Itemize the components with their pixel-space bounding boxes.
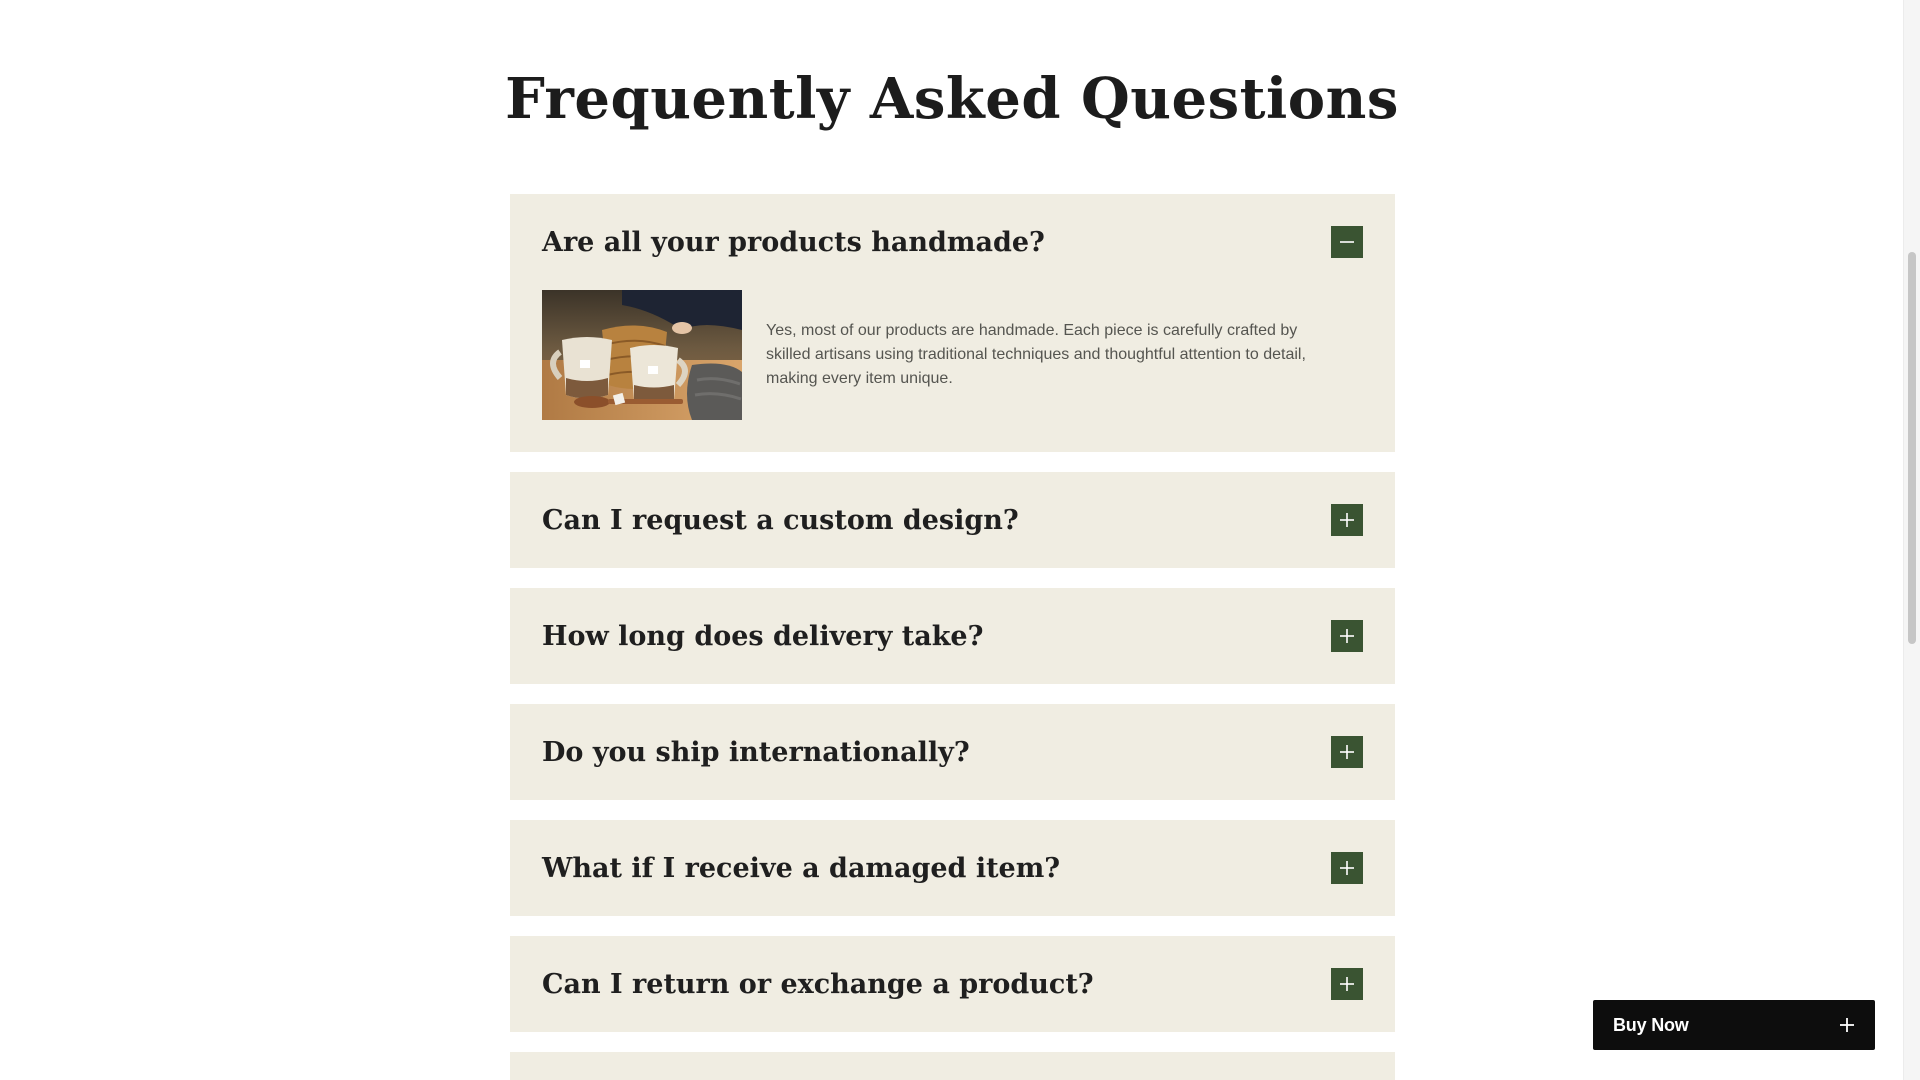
faq-question: How long does delivery take?	[542, 620, 984, 652]
faq-item	[510, 820, 1395, 916]
faq-item-header[interactable]	[510, 472, 1395, 568]
expand-button[interactable]	[1331, 504, 1363, 536]
faq-item	[510, 704, 1395, 800]
faq-answer-panel	[510, 290, 1395, 452]
expand-button[interactable]	[1331, 852, 1363, 884]
faq-item-header[interactable]	[510, 1052, 1395, 1080]
scrollbar-thumb[interactable]	[1908, 252, 1916, 644]
expand-button[interactable]	[1331, 736, 1363, 768]
faq-item-header[interactable]	[510, 194, 1395, 290]
faq-list	[510, 194, 1395, 1080]
faq-item-header[interactable]	[510, 820, 1395, 916]
buy-now-label: Buy Now	[1613, 1014, 1689, 1035]
collapse-button[interactable]	[1331, 226, 1363, 258]
plus-icon	[1339, 744, 1355, 760]
faq-item-header[interactable]	[510, 588, 1395, 684]
plus-icon	[1339, 512, 1355, 528]
expand-button[interactable]	[1331, 620, 1363, 652]
minus-icon	[1339, 234, 1355, 250]
faq-item	[510, 588, 1395, 684]
faq-question: Can I request a custom design?	[542, 504, 1019, 536]
buy-now-button[interactable]	[1593, 1000, 1875, 1050]
plus-icon	[1839, 1017, 1855, 1033]
faq-question: What if I receive a damaged item?	[542, 852, 1061, 884]
faq-title: Frequently Asked Questions	[505, 66, 1399, 132]
faq-item-header[interactable]	[510, 704, 1395, 800]
faq-question: Are all your products handmade?	[542, 226, 1045, 258]
handmade-products-image	[542, 290, 742, 420]
faq-item	[510, 472, 1395, 568]
plus-icon	[1339, 860, 1355, 876]
faq-item	[510, 936, 1395, 1032]
plus-icon	[1339, 628, 1355, 644]
faq-item	[510, 194, 1395, 452]
expand-button[interactable]	[1331, 968, 1363, 1000]
faq-answer-text: Yes, most of our products are handmade. Each piece is carefully crafted by skilled artisans using traditional techniques and thoughtful attention to detail, making every item unique.	[766, 322, 1306, 387]
faq-item-header[interactable]	[510, 936, 1395, 1032]
scrollbar[interactable]	[1903, 0, 1920, 1080]
faq-question: Do you ship internationally?	[542, 736, 970, 768]
faq-question: Can I return or exchange a product?	[542, 968, 1094, 1000]
plus-icon	[1339, 976, 1355, 992]
faq-item	[510, 1052, 1395, 1080]
